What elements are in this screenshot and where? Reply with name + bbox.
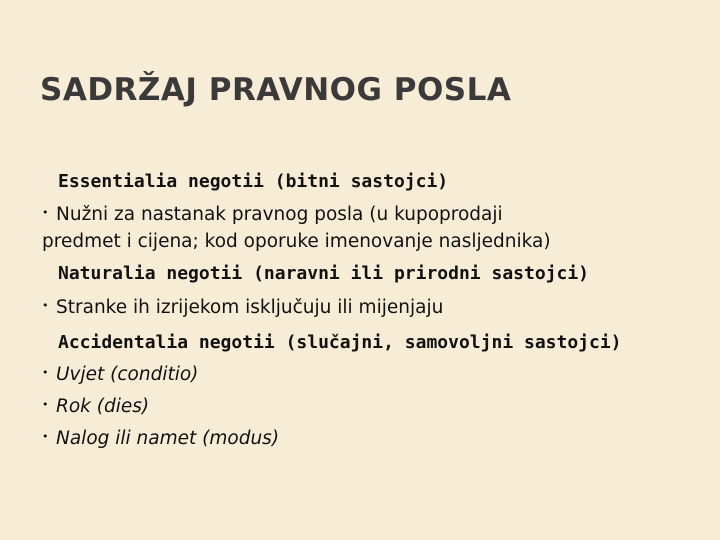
bullet-item-rok: [42, 395, 149, 419]
bullet-item-essentialia-continuation: [42, 230, 551, 254]
bullet-text: Nalog ili namet (modus): [56, 428, 280, 449]
bullet-item-naturalia: [42, 296, 443, 320]
bullet-item-nalog: [42, 427, 279, 451]
bullet-symbol: •: [42, 398, 49, 411]
bullet-symbol: •: [42, 430, 49, 443]
section-heading-essentialia: Essentialia negotii (bitni sastojci): [58, 171, 449, 192]
section-heading-accidentalia: Accidentalia negotii (slučajni, samovoljni sastojci): [58, 332, 622, 353]
bullet-text: Rok (dies): [56, 396, 150, 417]
bullet-symbol: •: [42, 366, 49, 379]
bullet-item-essentialia: [42, 203, 503, 227]
bullet-item-uvjet: [42, 363, 198, 387]
bullet-symbol: •: [42, 299, 49, 312]
bullet-text: Nužni za nastanak pravnog posla (u kupoprodaji: [56, 204, 503, 225]
bullet-text: Uvjet (conditio): [56, 364, 199, 385]
slide-title: SADRŽAJ PRAVNOG POSLA: [40, 72, 512, 108]
section-heading-naturalia: Naturalia negotii (naravni ili prirodni sastojci): [58, 263, 590, 284]
bullet-symbol: •: [42, 206, 49, 219]
bullet-text: Stranke ih izrijekom isključuju ili mijenjaju: [56, 297, 444, 318]
bullet-text-continuation: predmet i cijena; kod oporuke imenovanje nasljednika): [42, 231, 551, 252]
